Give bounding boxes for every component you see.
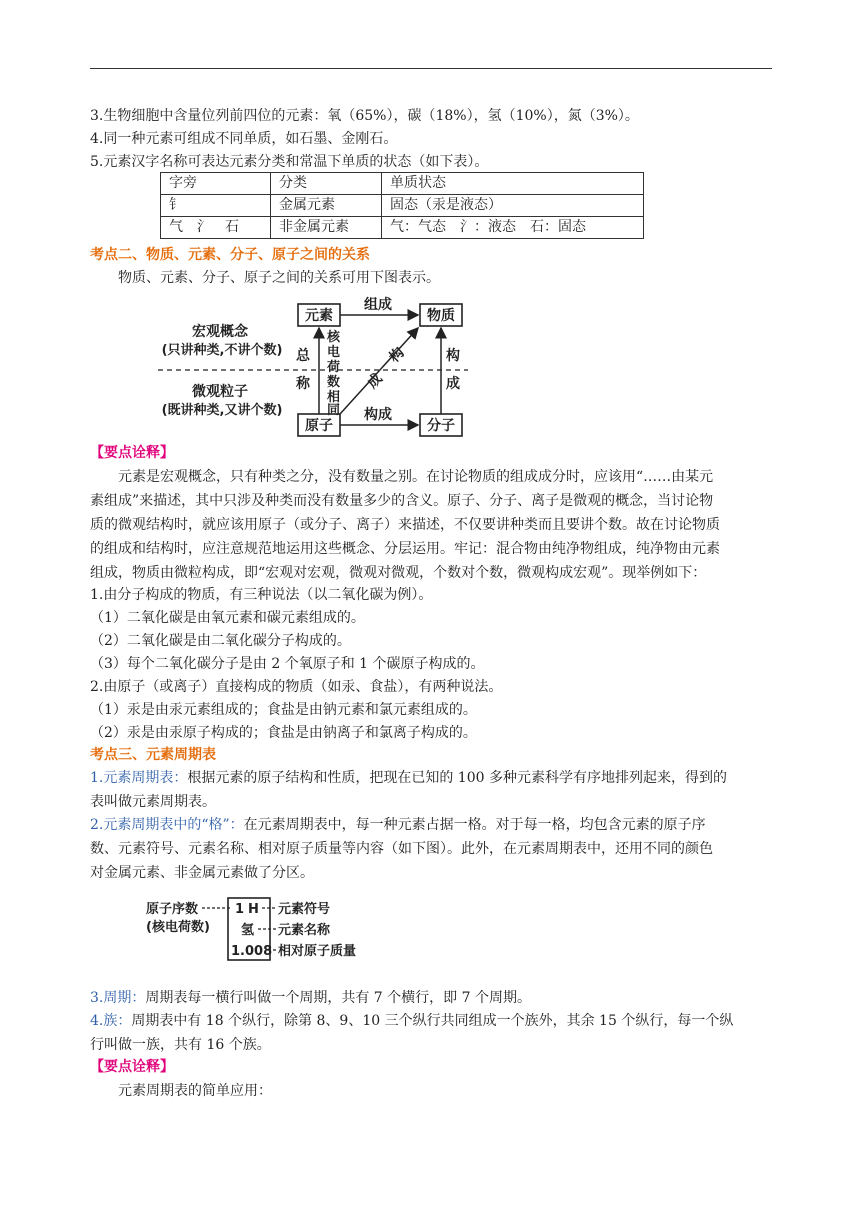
para-line: 素组成”来描述，其中只涉及种类而没有数量多少的含义。原子、分子、离子是微观的概念，当讨论物 [90, 493, 714, 509]
p2-text: 在元素周期表中，每一种元素占据一格。对于每一格，均包含元素的原子序 [243, 817, 706, 833]
section3-p2 [90, 815, 706, 835]
p3-text: 周期表每一横行叫做一个周期，共有 7 个横行，即 7 个周期。 [145, 990, 531, 1006]
table-header-cell: 字旁 [161, 173, 271, 195]
box-molecule-label: 分子 [427, 418, 455, 434]
label-micro: 微观粒子 [192, 384, 248, 400]
term-group: 4.族： [90, 1013, 132, 1029]
term-cell: 2.元素周期表中的“格”： [90, 817, 244, 833]
example-line: 2.由原子（或离子）直接构成的物质（如汞、食盐），有两种说法。 [90, 679, 503, 695]
table-row [161, 195, 644, 217]
relationship-diagram [150, 296, 480, 438]
section3-p3 [90, 988, 531, 1008]
label-micro-note: (既讲种类,又讲个数) [161, 403, 283, 418]
table-cell: 气 氵 石 [161, 217, 271, 239]
vert-char: 同 [327, 403, 341, 418]
table-cell: 金属元素 [271, 195, 382, 217]
table-cell: 气：气态 氵：液态 石：固态 [382, 217, 644, 239]
para-line: 元素是宏观概念，只有种类之分，没有数量之别。在讨论物质的组成成分时，应该用“……由某元 [118, 469, 714, 485]
box-element-label: 元素 [305, 308, 333, 324]
example-line: （2）汞是由汞原子构成的；食盐是由钠离子和氯离子构成的。 [90, 725, 477, 741]
table-header-cell: 单质状态 [382, 173, 644, 195]
right-name: 元素名称 [278, 923, 331, 938]
element-cell-diagram [140, 896, 380, 964]
cell-name: 氢 [241, 923, 255, 938]
keypoint-heading: 【要点诠释】 [90, 445, 174, 461]
cell-symbol: H [248, 902, 259, 917]
section3-p1b: 表叫做元素周期表。 [90, 794, 216, 810]
term-period: 3.周期： [90, 990, 146, 1006]
example-line: 1.由分子构成的物质，有三种说法（以二氧化碳为例）。 [90, 587, 433, 603]
line-allotropes: 4.同一种元素可组成不同单质，如石墨、金刚石。 [90, 131, 398, 147]
vert-char: 数 [327, 375, 341, 390]
term-periodic-table: 1.元素周期表： [90, 770, 188, 786]
radical-table [160, 172, 644, 239]
example-line: （2）二氧化碳是由二氧化碳分子构成的。 [90, 633, 351, 649]
keypoint-heading-2: 【要点诠释】 [90, 1059, 174, 1075]
vert-general: 总 [296, 348, 310, 364]
vert-char: 电 [327, 345, 341, 360]
vert-right: 构 [446, 348, 460, 364]
last-line: 元素周期表的简单应用： [118, 1083, 272, 1099]
label-compose: 组成 [364, 297, 392, 313]
para-line: 组成，物质由微粒构成，即“宏观对宏观，微观对微观，个数对个数，微观构成宏观”。现举例如下： [90, 565, 707, 581]
p4-text: 周期表中有 18 个纵行，除第 8、9、10 三个纵行共同组成一个族外，其余 15 个纵行，每一个纵 [131, 1013, 734, 1029]
vert-general: 称 [296, 376, 310, 392]
section3-p2b: 数、元素符号、元素名称、相对原子质量等内容（如下图）。此外，在元素周期表中，还用不同的颜色 [90, 841, 713, 857]
section3-p4 [90, 1011, 733, 1031]
example-line: （3）每个二氧化碳分子是由 2 个氧原子和 1 个碳原子构成的。 [90, 656, 485, 672]
para-line: 的组成和结构时，应注意规范地运用这些概念、分层运用。牢记：混合物由纯净物组成，纯净物由元素 [90, 541, 720, 557]
section3-title: 考点三、元素周期表 [90, 747, 216, 763]
table-cell: 非金属元素 [271, 217, 382, 239]
para-line: 质的微观结构时，就应该用原子（或分子、离子）来描述，不仅要讲种类而且要讲个数。故在讨论物质 [90, 517, 720, 533]
p1-text: 根据元素的原子结构和性质，把现在已知的 100 多种元素科学有序地排列起来，得到的 [187, 770, 727, 786]
vert-char: 荷 [327, 360, 341, 375]
line-elements-content: 3.生物细胞中含量位列前四位的元素：氧（65%），碳（18%），氢（10%），氮（3%）。 [90, 108, 639, 124]
box-substance-label: 物质 [427, 308, 455, 324]
example-line: （1）二氧化碳是由氧元素和碳元素组成的。 [90, 610, 365, 626]
vert-right: 成 [446, 376, 460, 392]
diag-label: 构 [386, 344, 408, 366]
section3-p4b: 行叫做一族，共有 16 个族。 [90, 1037, 271, 1053]
table-row [161, 217, 644, 239]
table-cell: 固态（汞是液态） [382, 195, 644, 217]
table-header-row [161, 173, 644, 195]
diag-label: 成 [364, 370, 386, 392]
cell-number: 1 [235, 902, 245, 917]
box-atom-label: 原子 [305, 418, 333, 434]
arrow-atom-substance [340, 328, 418, 414]
cell-mass: 1.008 [231, 944, 273, 959]
right-mass: 相对原子质量 [278, 944, 357, 959]
vert-char: 相 [327, 390, 341, 405]
section2-intro: 物质、元素、分子、原子之间的关系可用下图表示。 [118, 270, 440, 286]
section3-p2c: 对金属元素、非金属元素做了分区。 [90, 865, 314, 881]
label-macro: 宏观概念 [192, 324, 248, 340]
table-cell: 钅 [161, 195, 271, 217]
right-symbol: 元素符号 [278, 902, 331, 917]
table-header-cell: 分类 [271, 173, 382, 195]
vert-char: 核 [327, 330, 341, 345]
line-naming: 5.元素汉字名称可表达元素分类和常温下单质的状态（如下表）。 [90, 154, 489, 170]
left-nuclear-charge: (核电荷数) [146, 920, 210, 935]
section3-p1 [90, 768, 727, 788]
section2-title: 考点二、物质、元素、分子、原子之间的关系 [90, 247, 370, 263]
example-line: （1）汞是由汞元素组成的；食盐是由钠元素和氯元素组成的。 [90, 702, 477, 718]
label-macro-note: (只讲种类,不讲个数) [161, 343, 283, 358]
label-construct: 构成 [364, 407, 392, 423]
left-atomic-number: 原子序数 [146, 902, 199, 917]
header-rule [90, 68, 772, 69]
